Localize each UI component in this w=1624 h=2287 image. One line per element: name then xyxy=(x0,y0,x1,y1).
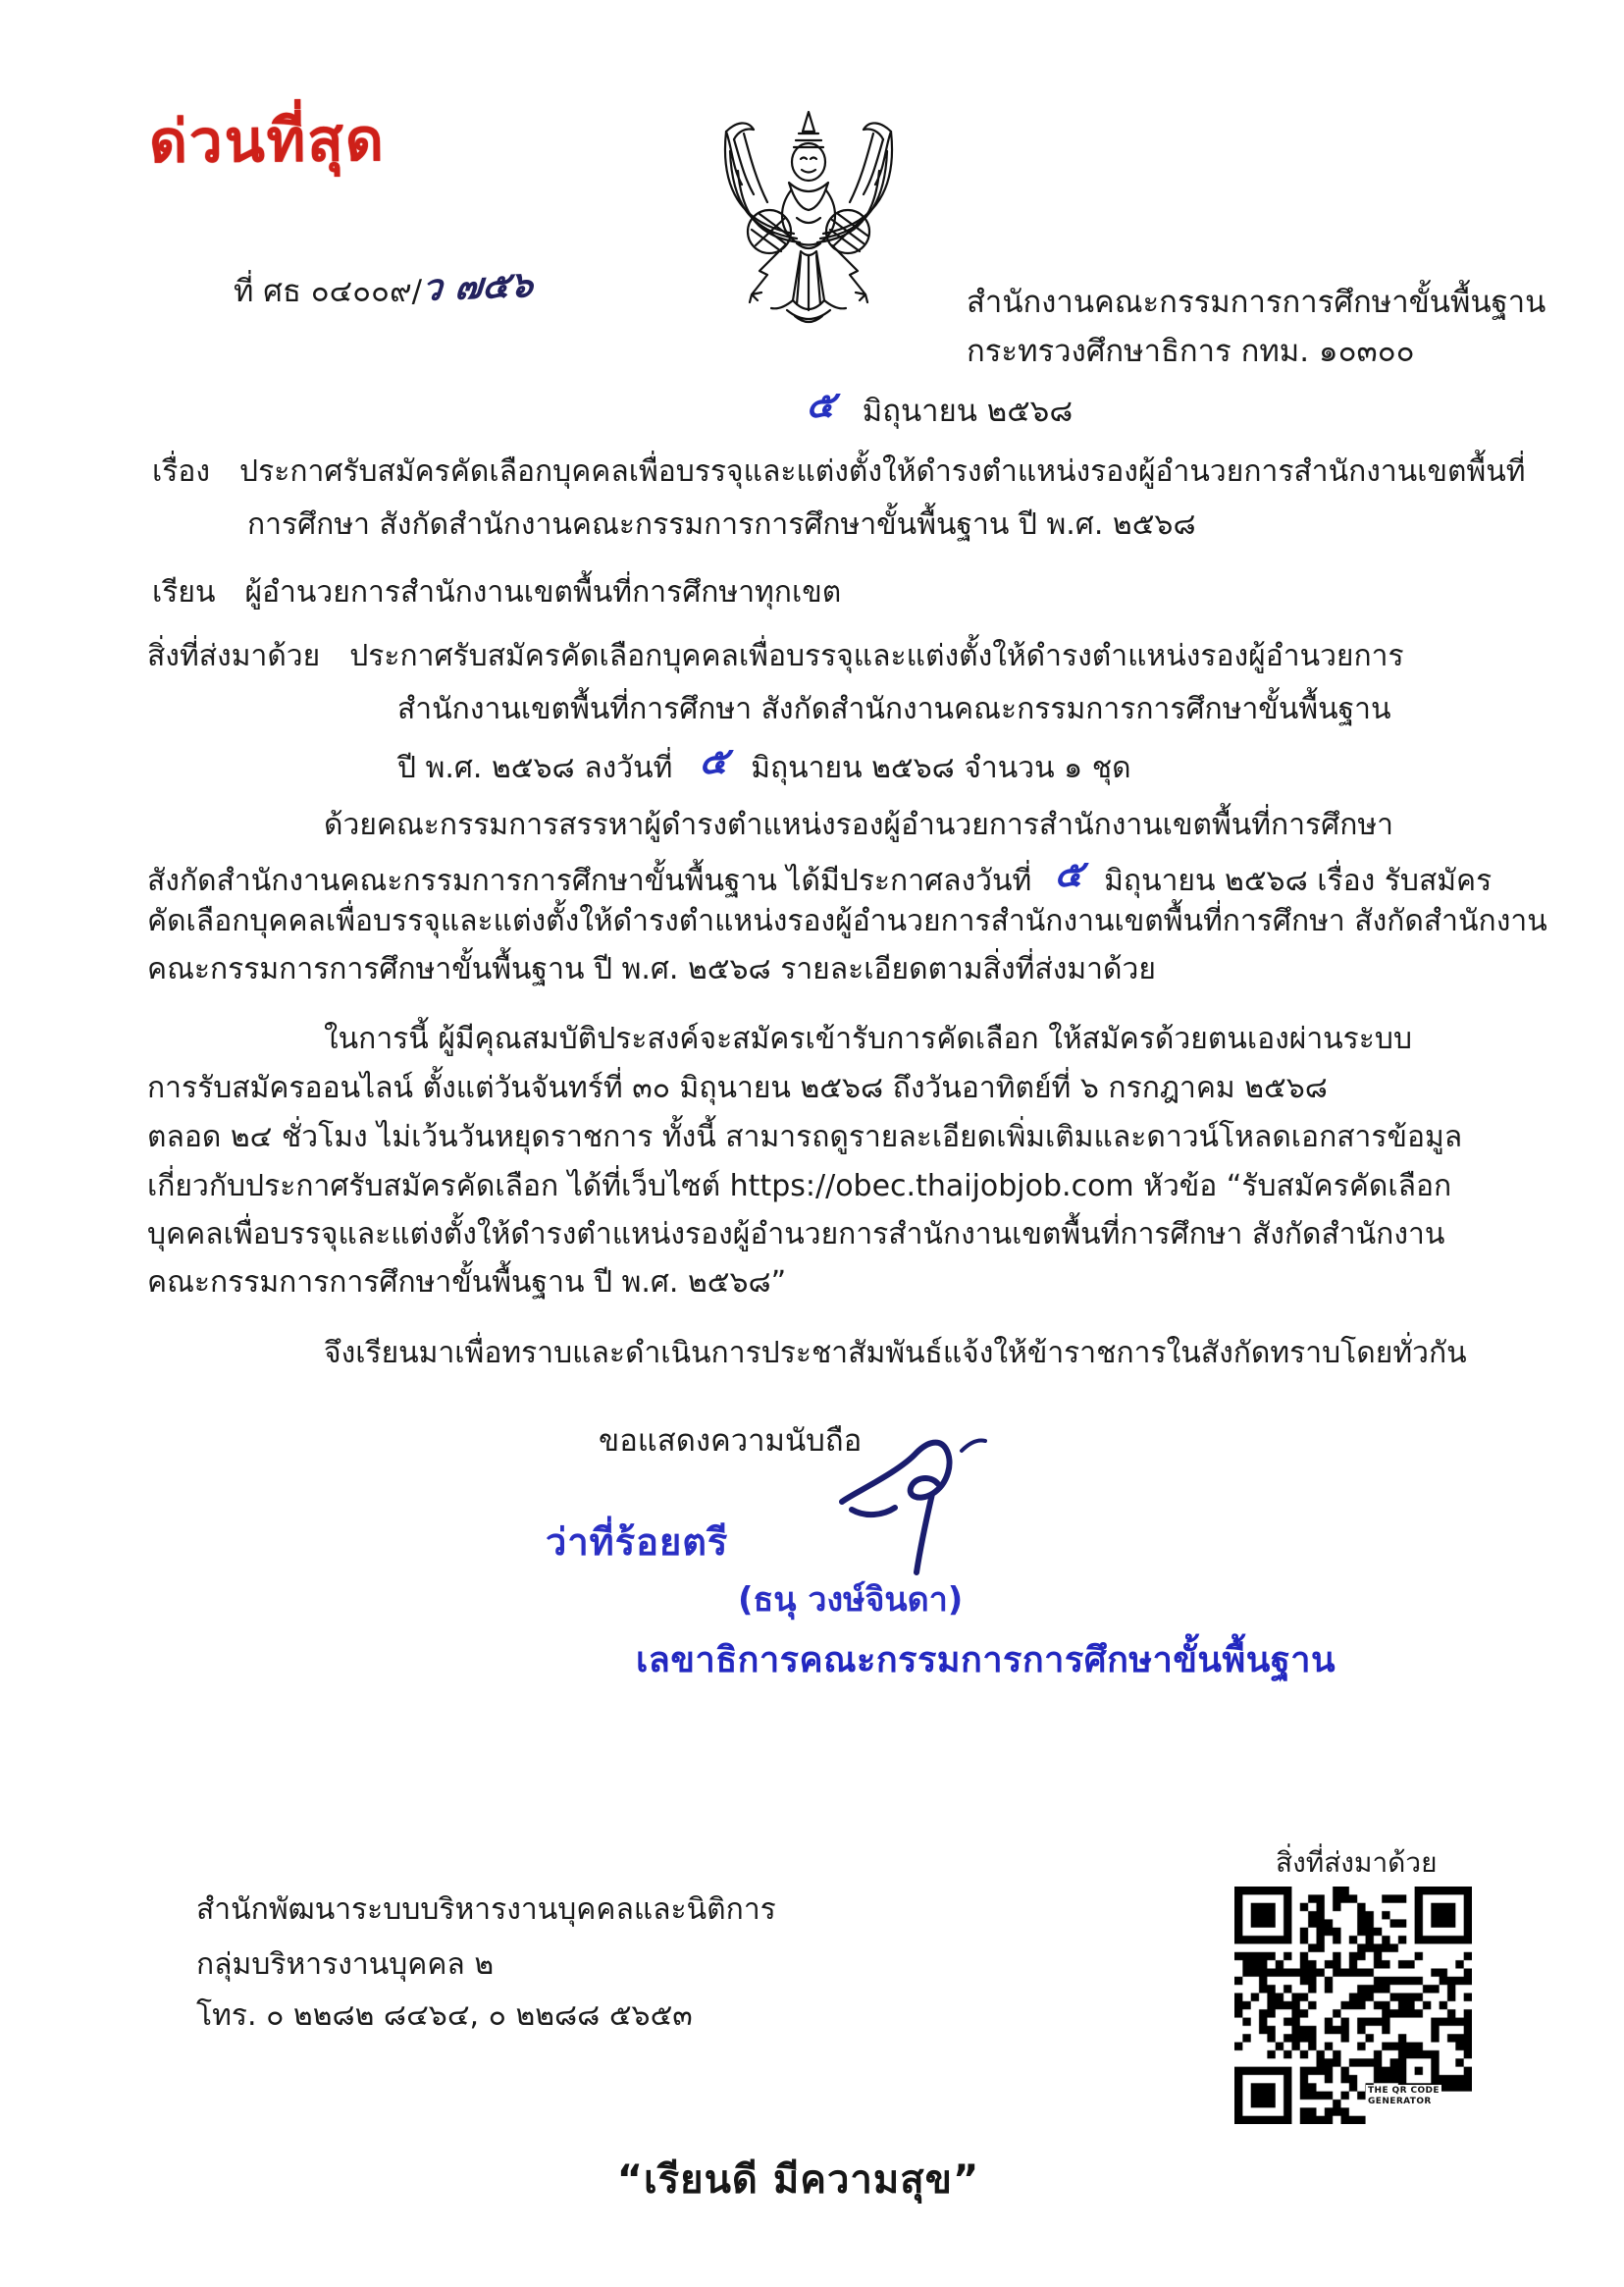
qr-caption-line1: THE QR CODE xyxy=(1368,2086,1440,2096)
to-line xyxy=(152,574,841,612)
paragraph1-line1: ด้วยคณะกรรมการสรรหาผู้ดำรงตำแหน่งรองผู้อำนวยการสำนักงานเขตพื้นที่การศึกษา xyxy=(324,808,1393,842)
subject-line1 xyxy=(152,453,1526,491)
attachment-label: สิ่งที่ส่งมาด้วย xyxy=(147,639,321,673)
signature-scribble xyxy=(822,1433,1019,1590)
attachment-text1: ประกาศรับสมัครคัดเลือกบุคคลเพื่อบรรจุและแต่งตั้งให้ดำรงตำแหน่งรองผู้อำนวยการ xyxy=(349,639,1404,673)
paragraph2-line6: คณะกรรมการการศึกษาขั้นพื้นฐาน ปี พ.ศ. ๒๕๖๘” xyxy=(147,1265,787,1300)
paragraph3: จึงเรียนมาเพื่อทราบและดำเนินการประชาสัมพันธ์แจ้งให้ข้าราชการในสังกัดทราบโดยทั่วกัน xyxy=(324,1336,1467,1370)
garuda-emblem xyxy=(703,108,915,340)
attachment-line2: สำนักงานเขตพื้นที่การศึกษา สังกัดสำนักงานคณะกรรมการการศึกษาขั้นพื้นฐาน xyxy=(397,692,1391,726)
attachment-line3-pre: ปี พ.ศ. ๒๕๖๘ ลงวันที่ xyxy=(397,751,673,785)
footer-office-line1: สำนักพัฒนาระบบบริหารงานบุคคลและนิติการ xyxy=(196,1892,776,1927)
doc-number-printed: ที่ ศธ ๐๔๐๐๙/ xyxy=(234,274,423,309)
footer-phone: โทร. ๐ ๒๒๘๒ ๘๔๖๔, ๐ ๒๒๘๘ ๕๖๕๓ xyxy=(196,1998,693,2033)
attachment-day-handwritten: ๕ xyxy=(698,739,730,782)
doc-number xyxy=(234,263,535,312)
qr-label: สิ่งที่ส่งมาด้วย xyxy=(1276,1846,1438,1879)
closing-position: เลขาธิการคณะกรรมการการศึกษาขั้นพื้นฐาน xyxy=(636,1640,1336,1680)
paragraph1-line4: คณะกรรมการการศึกษาขั้นพื้นฐาน ปี พ.ศ. ๒๕๖๘ รายละเอียดตามสิ่งที่ส่งมาด้วย xyxy=(147,952,1156,986)
paragraph1-line2-post: มิถุนายน ๒๕๖๘ เรื่อง รับสมัคร xyxy=(1104,864,1493,898)
subject-label: เรื่อง xyxy=(152,454,211,489)
paragraph1-line3: คัดเลือกบุคคลเพื่อบรรจุและแต่งตั้งให้ดำรงตำแหน่งรองผู้อำนวยการสำนักงานเขตพื้นที่การศึกษา สังกัดสำนักงาน xyxy=(147,904,1547,938)
agency-block xyxy=(967,278,1545,376)
to-label: เรียน xyxy=(152,575,216,610)
paragraph2-line3: ตลอด ๒๔ ชั่วโมง ไม่เว้นวันหยุดราชการ ทั้งนี้ สามารถดูรายละเอียดเพิ่มเติมและดาวน์โหลดเอกสารข้อมูล xyxy=(147,1120,1463,1154)
agency-line1: สำนักงานคณะกรรมการการศึกษาขั้นพื้นฐาน xyxy=(967,285,1546,320)
paragraph2-line4: เกี่ยวกับประกาศรับสมัครคัดเลือก ได้ที่เว็บไซต์ https://obec.thaijobjob.com หัวข้อ “รับสมัครคัดเลือก xyxy=(147,1169,1452,1203)
attachment-line3-post: มิถุนายน ๒๕๖๘ จำนวน ๑ ชุด xyxy=(751,751,1131,785)
paragraph1-line2 xyxy=(147,852,1493,902)
date-rest: มิถุนายน ๒๕๖๘ xyxy=(862,394,1074,429)
paragraph2-line5: บุคคลเพื่อบรรจุและแต่งตั้งให้ดำรงตำแหน่งรองผู้อำนวยการสำนักงานเขตพื้นที่การศึกษา สังกัดสำนักงาน xyxy=(147,1217,1445,1251)
closing-salutation: ขอแสดงความนับถือ xyxy=(599,1423,863,1459)
attachment-line1 xyxy=(147,638,1404,675)
to-text: ผู้อำนวยการสำนักงานเขตพื้นที่การศึกษาทุกเขต xyxy=(244,575,842,610)
closing-rank: ว่าที่ร้อยตรี xyxy=(546,1520,729,1564)
doc-number-handwritten: ว ๗๕๖ xyxy=(420,263,535,309)
paragraph2-line1: ในการนี้ ผู้มีคุณสมบัติประสงค์จะสมัครเข้ารับการคัดเลือก ให้สมัครด้วยตนเองผ่านระบบ xyxy=(324,1022,1412,1056)
qr-caption-line2: GENERATOR xyxy=(1368,2097,1432,2106)
subject-line2: การศึกษา สังกัดสำนักงานคณะกรรมการการศึกษาขั้นพื้นฐาน ปี พ.ศ. ๒๕๖๘ xyxy=(247,507,1196,542)
paragraph1-line2-pre: สังกัดสำนักงานคณะกรรมการการศึกษาขั้นพื้นฐาน ได้มีประกาศลงวันที่ xyxy=(147,864,1032,898)
date-line xyxy=(805,383,1074,433)
date-day-handwritten: ๕ xyxy=(805,383,837,426)
attachment-line3 xyxy=(397,739,1131,789)
footer-office-line2: กลุ่มบริหารงานบุคคล ๒ xyxy=(196,1947,495,1982)
closing-name: (ธนุ วงษ์จินดา) xyxy=(738,1580,964,1620)
urgency-stamp: ด่วนที่สุด xyxy=(148,105,387,178)
footer-slogan: “เรียนดี มีความสุข” xyxy=(616,2157,980,2203)
agency-line2: กระทรวงศึกษาธิการ กทม. ๑๐๓๐๐ xyxy=(967,334,1415,369)
paragraph1-day-handwritten: ๕ xyxy=(1052,852,1085,895)
qr-generator-caption xyxy=(1366,2085,1441,2108)
paragraph2-line2: การรับสมัครออนไลน์ ตั้งแต่วันจันทร์ที่ ๓๐ มิถุนายน ๒๕๖๘ ถึงวันอาทิตย์ที่ ๖ กรกฎาคม ๒๕๖๘ xyxy=(147,1071,1328,1105)
subject-text1: ประกาศรับสมัครคัดเลือกบุคคลเพื่อบรรจุและแต่งตั้งให้ดำรงตำแหน่งรองผู้อำนวยการสำนักงานเขตพื้นที่ xyxy=(239,454,1526,489)
